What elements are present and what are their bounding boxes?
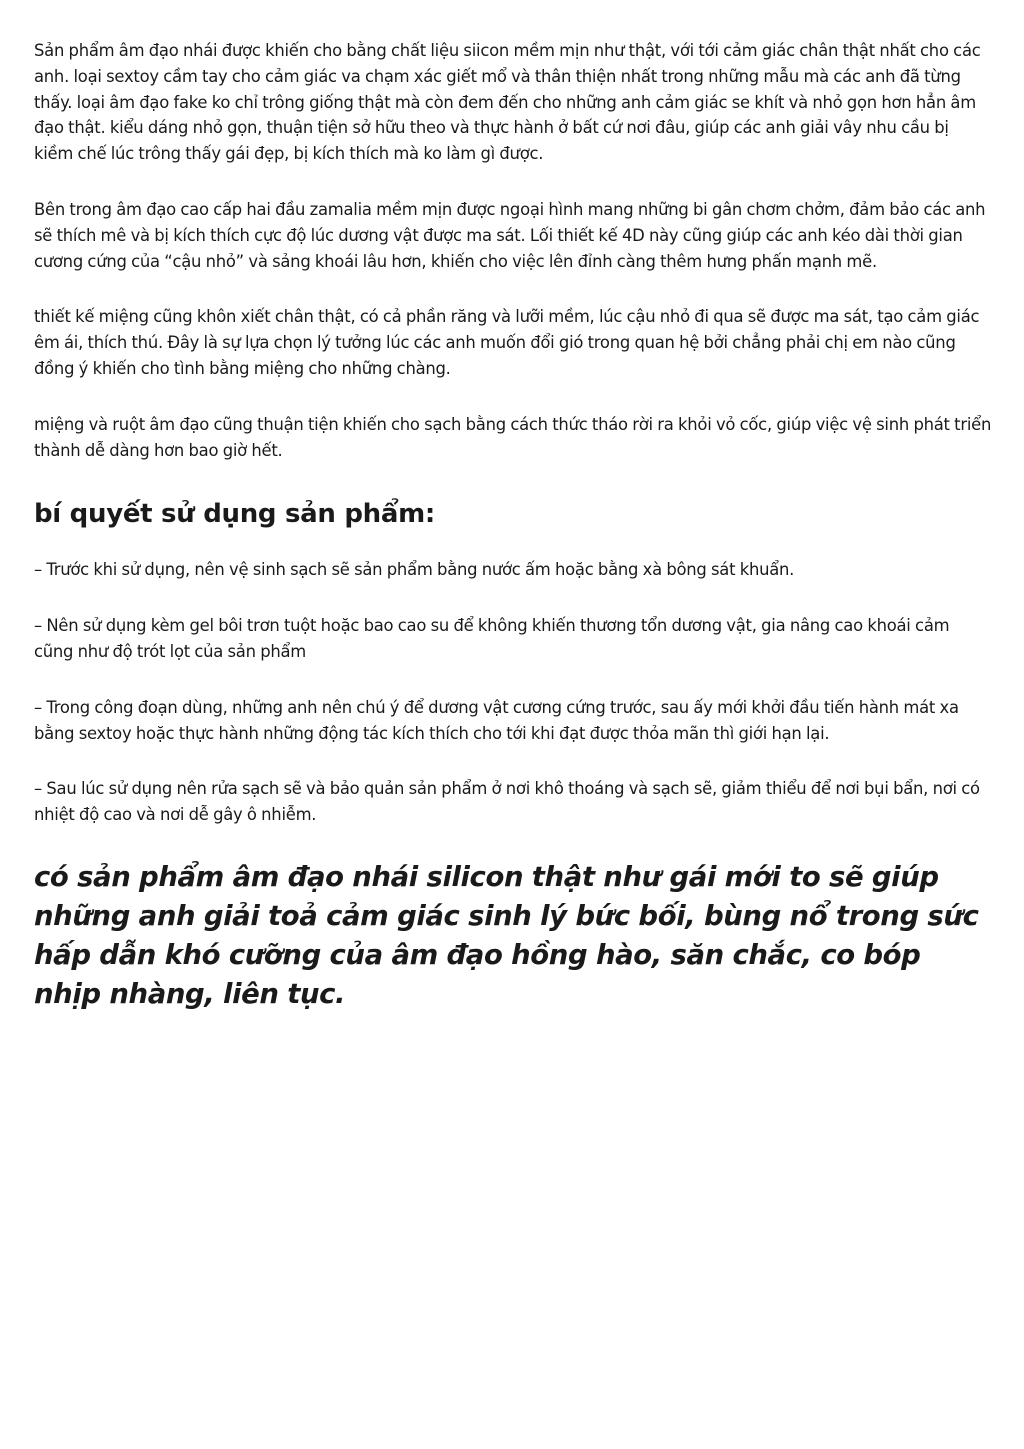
intro-paragraph: thiết kế miệng cũng khôn xiết chân thật, có cả phần răng và lưỡi mềm, lúc cậu nhỏ đi qua sẽ được ma sát, tạo cảm giác êm ái, thích thú. Đây là sự lựa chọn lý tưởng lúc các anh muốn đổi gió trong quan hệ bởi chẳng phải chị em nào cũng đồng ý khiến cho tình bằng miệng cho những chàng. — [34, 307, 980, 378]
intro-paragraph: Sản phẩm âm đạo nhái được khiến cho bằng chất liệu siicon mềm mịn như thật, với tới cảm giác chân thật nhất cho các anh. loại sextoy cầm tay cho cảm giác va chạm xác giết mổ và thân thiện nhất trong những mẫu mà các anh đã từng thấy. loại âm đạo fake ko chỉ trông giống thật mà còn đem đến cho những anh cảm giác se khít và nhỏ gọn hơn hẳn âm đạo thật. kiểu dáng nhỏ gọn, thuận tiện sở hữu theo và thực hành ở bất cứ nơi đâu, giúp các anh giải vây nhu cầu bị kiềm chế lúc trông thấy gái đẹp, bị kích thích mà ko làm gì được. — [34, 41, 981, 164]
document-page — [34, 38, 992, 1014]
closing-statement: có sản phẩm âm đạo nhái silicon thật như gái mới to sẽ giúp những anh giải toả cảm giác sinh lý bức bối, bùng nổ trong sức hấp dẫn khó cưỡng của âm đạo hồng hào, săn chắc, co bóp nhịp nhàng, liên tục. — [34, 860, 979, 1010]
tip-item: – Sau lúc sử dụng nên rửa sạch sẽ và bảo quản sản phẩm ở nơi khô thoáng và sạch sẽ, giảm thiểu để nơi bụi bẩn, nơi có nhiệt độ cao và nơi dễ gây ô nhiễm. — [34, 779, 980, 825]
intro-paragraph: miệng và ruột âm đạo cũng thuận tiện khiến cho sạch bằng cách thức tháo rời ra khỏi vỏ cốc, giúp việc vệ sinh phát triển thành dễ dàng hơn bao giờ hết. — [34, 414, 992, 460]
tips-heading: bí quyết sử dụng sản phẩm: — [34, 499, 436, 530]
tip-item: – Nên sử dụng kèm gel bôi trơn tuột hoặc bao cao su để không khiến thương tổn dương vật, gia nâng cao khoái cảm cũng như độ trót lọt của sản phẩm — [34, 616, 950, 661]
intro-paragraph: Bên trong âm đạo cao cấp hai đầu zamalia mềm mịn được ngoại hình mang những bi gân chơm chởm, đảm bảo các anh sẽ thích mê và bị kích thích cực độ lúc dương vật được ma sát. Lối thiết kế 4D này cũng giúp các anh kéo dài thời gian cương cứng của “cậu nhỏ” và sảng khoái lâu hơn, khiến cho việc lên đỉnh càng thêm hưng phấn mạnh mẽ. — [34, 199, 986, 271]
tip-item: – Trước khi sử dụng, nên vệ sinh sạch sẽ sản phẩm bằng nước ấm hoặc bằng xà bông sát khuẩn. — [34, 560, 795, 580]
tip-item: – Trong công đoạn dùng, những anh nên chú ý để dương vật cương cứng trước, sau ấy mới khởi đầu tiến hành mát xa bằng sextoy hoặc thực hành những động tác kích thích cho tới khi đạt được thỏa mãn thì giới hạn lại. — [34, 697, 959, 743]
